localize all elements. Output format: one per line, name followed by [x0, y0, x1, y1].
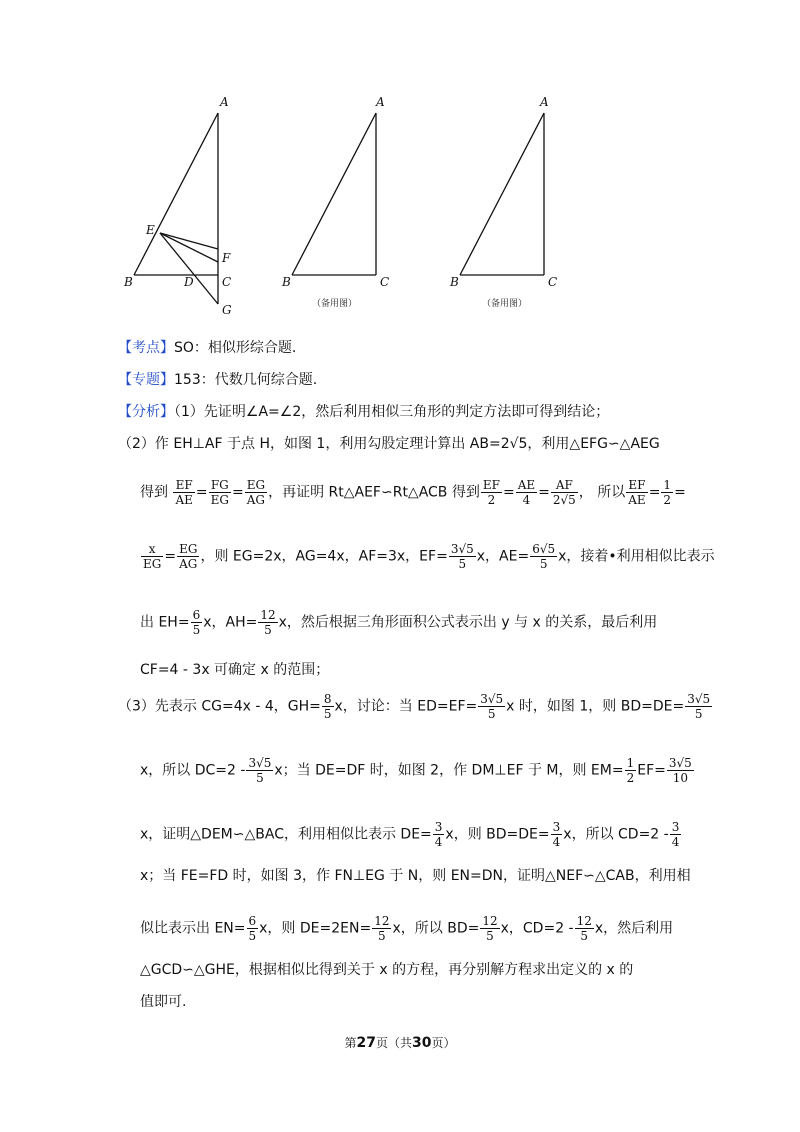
fraction: $\frac{3}{4}$	[552, 820, 561, 849]
fraction: $\frac{1}{2}$	[626, 756, 635, 785]
fraction: $\frac{1}{2}$	[663, 478, 672, 507]
fenxi-l2: （2）作 EH⊥AF 于点 H，如图 1，利用勾股定理计算出 AB=2√5，利用△EFG∽△AEG	[118, 436, 660, 452]
fenxi-line-5	[140, 608, 657, 637]
fenxi-line-12	[140, 960, 633, 980]
zhuanti-line	[118, 370, 317, 390]
fraction: $\frac{6√5}{5}$	[532, 542, 556, 571]
fenxi-line-11	[140, 914, 673, 943]
figure-3	[460, 113, 544, 275]
fig2-label-a: A	[376, 95, 385, 109]
page-number: 27	[356, 1035, 376, 1051]
text-seg: x 时，如图 1，则 BD=DE=	[506, 698, 685, 715]
fraction: $\frac{EG}{AG}$	[246, 478, 266, 507]
fenxi-line-4	[140, 542, 715, 571]
fraction: $\frac{8}{5}$	[323, 692, 332, 721]
fig3-label-b: B	[450, 275, 459, 289]
fenxi-line-7	[118, 692, 713, 721]
figure-group	[110, 92, 690, 322]
fraction: $\frac{FG}{EG}$	[210, 478, 229, 507]
fraction: $\frac{EF}{AE}$	[175, 478, 193, 507]
fenxi-l13: 值即可.	[140, 994, 187, 1010]
fenxi-line-9	[140, 820, 682, 849]
fraction: $\frac{12}{5}$	[374, 914, 390, 943]
fenxi-line-13	[140, 992, 186, 1012]
text-seg: =	[648, 484, 661, 501]
text-seg: （3）先表示 CG=4x - 4，GH=	[118, 698, 321, 715]
fraction: $\frac{6}{5}$	[192, 608, 201, 637]
fig1-label-e: E	[146, 223, 155, 237]
fraction: $\frac{12}{5}$	[260, 608, 276, 637]
text-seg: x，则 DE=2EN=	[259, 920, 372, 937]
fenxi-l6: CF=4 - 3x 可确定 x 的范围；	[140, 662, 330, 678]
fraction: $\frac{3}{4}$	[434, 820, 443, 849]
footer-mid: 页（共	[375, 1036, 412, 1050]
text-seg: x，AH=	[203, 614, 258, 631]
fraction: $\frac{3√5}{5}$	[450, 542, 474, 571]
fenxi-line-6	[140, 660, 329, 680]
fig2-label-b: B	[282, 275, 291, 289]
fraction: $\frac{12}{5}$	[482, 914, 498, 943]
fraction: $\frac{3√5}{10}$	[668, 756, 692, 785]
fenxi-l1: （1）先证明∠A=∠2，然后利用相似三角形的判定方法即可得到结论；	[174, 404, 610, 420]
text-seg: x，CD=2 -	[500, 920, 574, 937]
fig1-label-g: G	[222, 303, 232, 317]
text-seg: x，然后根据三角形面积公式表示出 y 与 x 的关系，最后利用	[278, 614, 658, 631]
fenxi-l12: △GCD∽△GHE，根据相似比得到关于 x 的方程，再分别解方程求出定义的 x 的	[140, 962, 634, 978]
fraction: $\frac{EF}{AE}$	[628, 478, 646, 507]
fraction: $\frac{3√5}{5}$	[480, 692, 504, 721]
text-seg: =	[502, 484, 515, 501]
fenxi-line-1	[118, 402, 609, 422]
text-seg: =	[538, 484, 550, 501]
text-seg: 得到	[140, 484, 168, 501]
text-seg: x，然后利用	[594, 920, 674, 937]
fraction: $\frac{x}{EG}$	[143, 542, 162, 571]
text-seg: =	[195, 484, 208, 501]
text-seg: x，所以 CD=2 -	[563, 826, 669, 843]
text-seg: 出 EH=	[140, 614, 190, 631]
text-seg: x，所以 BD=	[392, 920, 480, 937]
fraction: $\frac{3}{4}$	[671, 820, 680, 849]
fig2-label-c: C	[380, 275, 390, 289]
page-footer	[0, 1034, 800, 1051]
fig3-label-a: A	[540, 95, 549, 109]
kaodian-tag: 【考点】	[118, 340, 174, 356]
text-seg: ， 所以	[578, 484, 626, 501]
text-seg: x，证明△DEM∽△BAC，利用相似比表示 DE=	[140, 826, 432, 843]
fenxi-line-3	[140, 478, 686, 507]
fraction: $\frac{6}{5}$	[248, 914, 257, 943]
text-seg: x，讨论：当 ED=EF=	[334, 698, 478, 715]
kaodian-line	[118, 338, 296, 358]
footer-prefix: 第	[344, 1036, 357, 1050]
fraction: $\frac{AF}{2√5}$	[552, 478, 576, 507]
fraction: $\frac{3√5}{5}$	[248, 756, 272, 785]
fraction: $\frac{EF}{2}$	[482, 478, 500, 507]
fenxi-line-8	[140, 756, 695, 785]
kaodian-text: SO：相似形综合题.	[174, 340, 297, 356]
fig1-label-f: F	[222, 251, 231, 265]
fig1-label-b: B	[124, 275, 133, 289]
fig1-label-c: C	[222, 275, 232, 289]
text-seg: ，则 EG=2x，AG=4x，AF=3x，EF=	[200, 548, 448, 565]
page-total: 30	[412, 1035, 432, 1051]
fenxi-line-2	[118, 434, 660, 454]
text-seg: x，则 BD=DE=	[445, 826, 550, 843]
fig1-label-d: D	[184, 275, 194, 289]
fig1-label-a: A	[220, 95, 229, 109]
text-seg: ，再证明 Rt△AEF∽Rt△ACB 得到	[268, 484, 480, 501]
fig3-label-c: C	[548, 275, 558, 289]
text-seg: =	[164, 548, 177, 565]
text-seg: EF=	[637, 762, 666, 779]
fenxi-l10: x；当 FE=FD 时，如图 3，作 FN⊥EG 于 N，则 EN=DN，证明△NEF∽△CAB，利用相	[140, 868, 691, 884]
fig3-caption: （备用图）	[482, 299, 528, 309]
text-seg: =	[674, 484, 686, 501]
fraction: $\frac{AE}{4}$	[517, 478, 536, 507]
text-seg: =	[231, 484, 244, 501]
text-seg: x，所以 DC=2 -	[140, 762, 246, 779]
figure-2	[292, 113, 376, 275]
geometry-figures	[110, 92, 690, 322]
zhuanti-tag: 【专题】	[118, 372, 174, 388]
text-seg: x，AE=	[476, 548, 530, 565]
text-seg: x；当 DE=DF 时，如图 2，作 DM⊥EF 于 M，则 EM=	[274, 762, 624, 779]
text-seg: 似比表示出 EN=	[140, 920, 246, 937]
zhuanti-text: 153：代数几何综合题.	[174, 372, 318, 388]
text-seg: x，接着•利用相似比表示	[558, 548, 715, 565]
fraction: $\frac{EG}{AG}$	[179, 542, 198, 571]
fig2-caption: （备用图）	[312, 299, 358, 309]
fenxi-tag: 【分析】	[118, 404, 174, 420]
footer-suffix: 页）	[431, 1036, 456, 1050]
fenxi-line-10	[140, 866, 691, 886]
figure-1	[134, 113, 218, 304]
fraction: $\frac{3√5}{5}$	[687, 692, 711, 721]
fraction: $\frac{12}{5}$	[576, 914, 592, 943]
